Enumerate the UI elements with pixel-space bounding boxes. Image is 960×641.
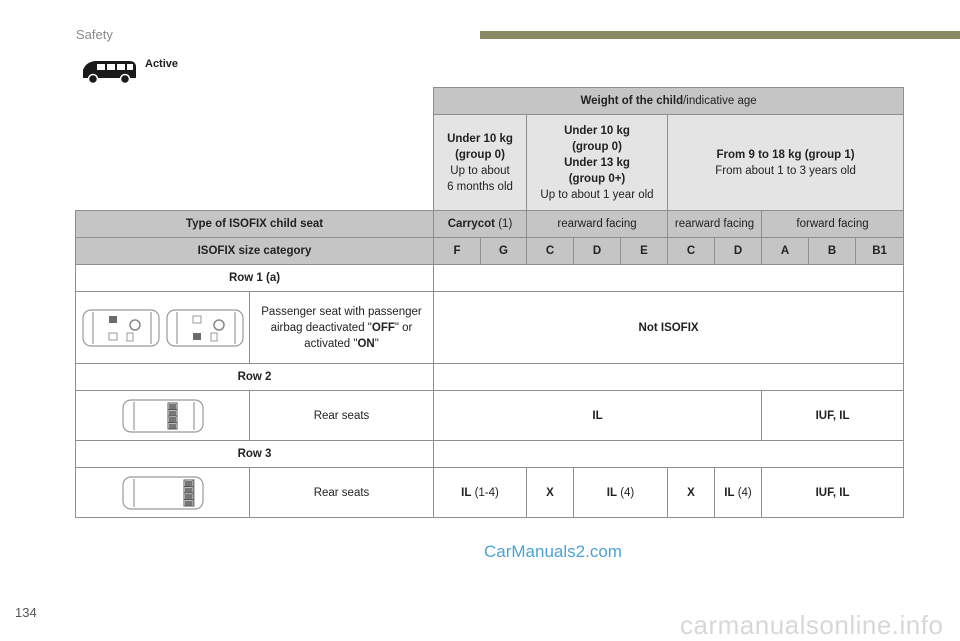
car-diagram-icon xyxy=(120,397,206,435)
car-diagram-icon xyxy=(120,474,206,512)
row-3-forward: IUF, IL xyxy=(762,468,904,518)
size-a: A xyxy=(762,238,809,265)
header-bar xyxy=(480,31,960,39)
watermark-carmanuals2: CarManuals2.com xyxy=(484,542,622,561)
row-3-fg: IL (1-4) xyxy=(434,468,527,518)
size-g: G xyxy=(481,238,527,265)
row-2-spacer xyxy=(434,364,904,391)
car-diagram-icon xyxy=(79,305,247,351)
row-2-forward: IUF, IL xyxy=(762,391,904,441)
passenger-seat-desc: Passenger seat with passenger airbag deactivated "OFF" or activated "ON" xyxy=(250,292,434,364)
size-b1: B1 xyxy=(856,238,904,265)
row-2-seat: Rear seats xyxy=(250,391,434,441)
row-1-spacer xyxy=(434,265,904,292)
rearward-facing-2: rearward facing xyxy=(668,211,762,238)
isofix-table xyxy=(75,87,904,518)
row-3-label: Row 3 xyxy=(76,441,434,468)
seat-type-label: Type of ISOFIX child seat xyxy=(76,211,434,238)
group-1-header: From 9 to 18 kg (group 1) From about 1 to 3 years old xyxy=(668,115,904,211)
row-2-label: Row 2 xyxy=(76,364,434,391)
row-3-diagram xyxy=(76,468,250,518)
carrycot-cell: Carrycot (1) xyxy=(434,211,527,238)
row-2-diagram xyxy=(76,391,250,441)
front-seat-diagram xyxy=(76,292,250,364)
van-icon xyxy=(80,57,138,85)
size-d: D xyxy=(574,238,621,265)
page-number: 134 xyxy=(15,605,37,620)
empty-corner xyxy=(76,88,434,211)
rearward-facing-1: rearward facing xyxy=(527,211,668,238)
forward-facing: forward facing xyxy=(762,211,904,238)
group-0-header: Under 10 kg (group 0) Up to about 6 months old xyxy=(434,115,527,211)
row-2-il: IL xyxy=(434,391,762,441)
group-0plus-header: Under 10 kg (group 0) Under 13 kg (group 0+) Up to about 1 year old xyxy=(527,115,668,211)
row-3-c2: X xyxy=(668,468,715,518)
weight-header: Weight of the child/indicative age xyxy=(434,88,904,115)
section-title: Safety xyxy=(76,27,113,42)
size-c-2: C xyxy=(668,238,715,265)
size-category-label: ISOFIX size category xyxy=(76,238,434,265)
size-d-2: D xyxy=(715,238,762,265)
row-3-spacer xyxy=(434,441,904,468)
row-3-de: IL (4) xyxy=(574,468,668,518)
row-3-d2: IL (4) xyxy=(715,468,762,518)
active-label: Active xyxy=(145,58,179,70)
not-isofix: Not ISOFIX xyxy=(434,292,904,364)
watermark-carmanualsonline: carmanualsonline.info xyxy=(680,610,944,640)
row-1-label: Row 1 (a) xyxy=(76,265,434,292)
size-e: E xyxy=(621,238,668,265)
row-3-seat: Rear seats xyxy=(250,468,434,518)
size-f: F xyxy=(434,238,481,265)
size-b: B xyxy=(809,238,856,265)
size-c: C xyxy=(527,238,574,265)
row-3-c: X xyxy=(527,468,574,518)
